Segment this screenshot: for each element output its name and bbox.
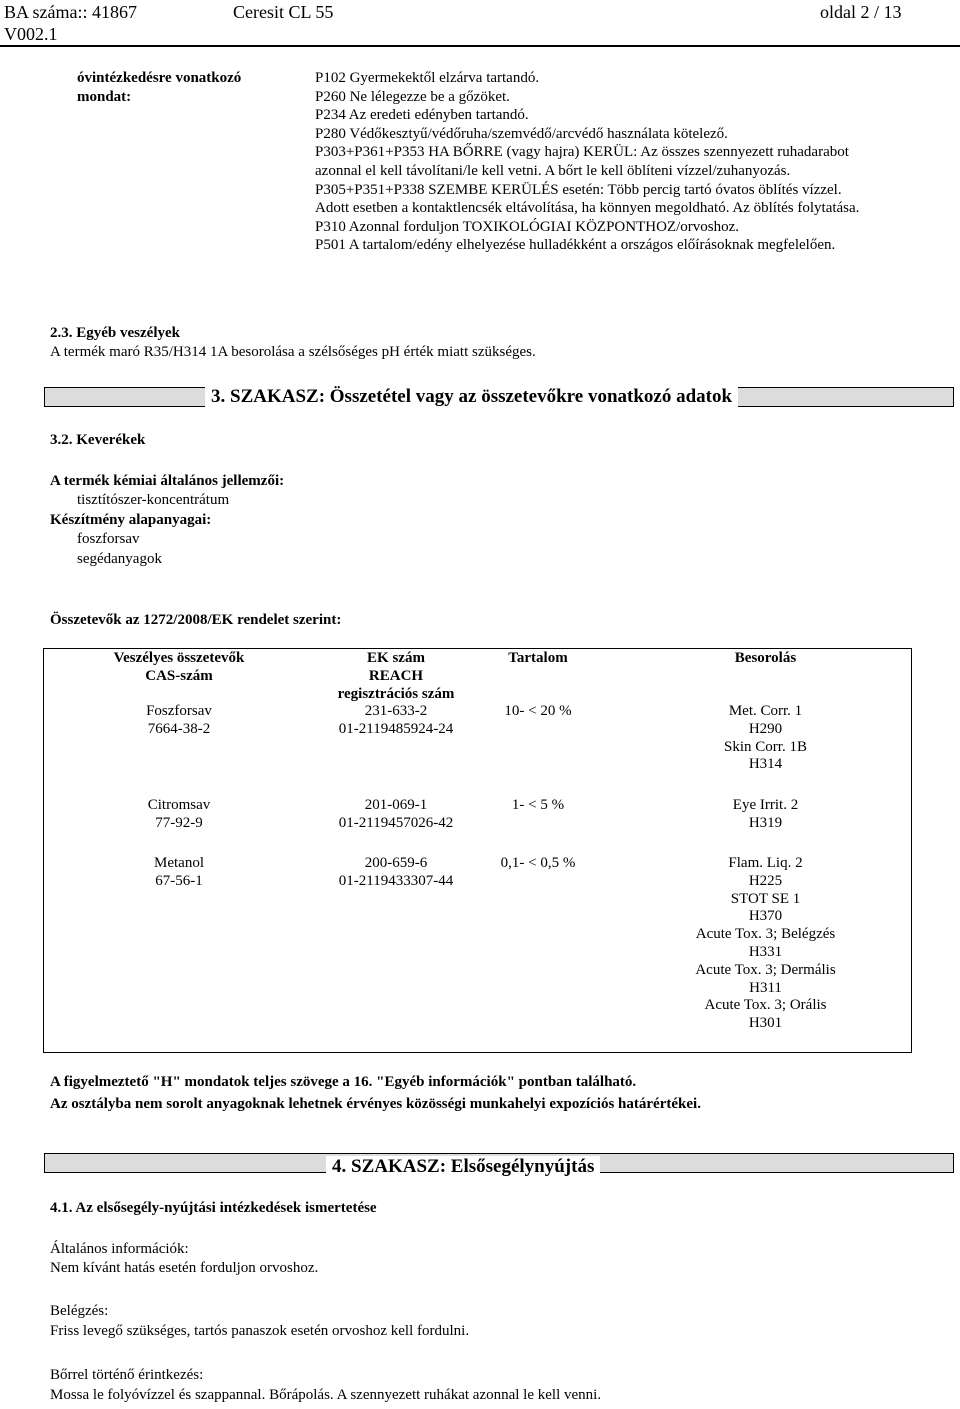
component-name: Citromsav bbox=[147, 797, 211, 813]
classification-line: Met. Corr. 1 bbox=[728, 703, 803, 719]
classification-line: H301 bbox=[748, 1015, 783, 1032]
classification-line: Acute Tox. 3; Orális bbox=[704, 997, 827, 1014]
first-aid-subheading: 4.1. Az elsősegély-nyújtási intézkedések ismertetése bbox=[50, 1200, 377, 1216]
classification-line: Flam. Liq. 2 bbox=[728, 855, 803, 871]
reach-number: 01-2119485924-24 bbox=[338, 720, 454, 737]
classification-line: H314 bbox=[748, 756, 783, 773]
table-header-text: Veszélyes összetevők bbox=[113, 650, 245, 666]
classification-line: H311 bbox=[749, 979, 782, 996]
other-hazards-heading: 2.3. Egyéb veszélyek bbox=[50, 325, 180, 341]
ek-number: 201-069-1 bbox=[364, 797, 428, 813]
table-cell-ek bbox=[306, 855, 486, 891]
skin-contact-label: Bőrrel történő érintkezés: bbox=[50, 1367, 204, 1383]
ek-number: 231-633-2 bbox=[364, 703, 428, 719]
precaution-label: óvintézkedésre vonatkozó mondat: bbox=[77, 70, 242, 105]
table-cell-component bbox=[94, 855, 264, 891]
inhalation-text: Friss levegő szükséges, tartós panaszok esetén orvoshoz kell fordulni. bbox=[50, 1323, 470, 1339]
exposure-limits-note: Az osztályba nem sorolt anyagoknak lehetnek érvényes közösségi munkahelyi expozíciós határértékei. bbox=[50, 1096, 701, 1112]
table-header-component bbox=[94, 650, 264, 686]
reach-number: 01-2119457026-42 bbox=[338, 814, 454, 831]
classification-line: H225 bbox=[748, 872, 783, 889]
precaution-line: P305+P351+P338 SZEMBE KERÜLÉS esetén: Több percig tartó óvatos öblítés vízzel. bbox=[315, 181, 842, 198]
precaution-line: P303+P361+P353 HA BŐRRE (vagy hajra) KERÜL: Az összes szennyezett ruhadarabot bbox=[315, 144, 849, 161]
ek-number: 200-659-6 bbox=[364, 855, 428, 871]
table-header-text: EK szám bbox=[367, 650, 425, 666]
precaution-line: P260 Ne lélegezze be a gőzöket. bbox=[315, 88, 510, 105]
table-header-text: Besorolás bbox=[734, 650, 797, 666]
table-cell-ek bbox=[306, 797, 486, 833]
table-cell-content: 10- < 20 % bbox=[504, 703, 572, 719]
chemical-characterization-value: tisztítószer-koncentrátum bbox=[77, 492, 230, 508]
precaution-line: P310 Azonnal forduljon TOXIKOLÓGIAI KÖZPONTHOZ/orvoshoz. bbox=[315, 218, 739, 235]
regulation-heading: Összetevők az 1272/2008/EK rendelet szerint: bbox=[50, 612, 342, 628]
header-divider bbox=[0, 45, 960, 47]
table-cell-content: 1- < 5 % bbox=[511, 797, 565, 813]
section-4-title: 4. SZAKASZ: Elsősegélynyújtás bbox=[326, 1156, 600, 1178]
inhalation-label: Belégzés: bbox=[50, 1303, 109, 1319]
table-cell-classification bbox=[663, 703, 868, 774]
precaution-statements bbox=[315, 69, 859, 255]
precaution-line: P234 Az eredeti edényben tartandó. bbox=[315, 107, 529, 124]
cas-number: 67-56-1 bbox=[155, 872, 203, 889]
classification-line: Eye Irrit. 2 bbox=[732, 797, 799, 813]
mixtures-heading: 3.2. Keverékek bbox=[50, 432, 146, 448]
classification-line: STOT SE 1 bbox=[730, 890, 801, 907]
cas-number: 7664-38-2 bbox=[147, 720, 211, 737]
table-header-text: CAS-szám bbox=[145, 667, 213, 684]
table-cell-classification bbox=[663, 797, 868, 833]
table-header-ek bbox=[306, 650, 486, 703]
classification-line: Acute Tox. 3; Belégzés bbox=[695, 926, 836, 943]
component-name: Foszforsav bbox=[146, 703, 212, 719]
cas-number: 77-92-9 bbox=[155, 814, 203, 831]
precaution-line: P501 A tartalom/edény elhelyezése hulladékként a országos előírásoknak megfelelően. bbox=[315, 237, 836, 254]
classification-line: Skin Corr. 1B bbox=[724, 738, 807, 755]
table-header-text: Tartalom bbox=[508, 650, 568, 666]
raw-materials-label: Készítmény alapanyagai: bbox=[50, 512, 212, 528]
product-name: Ceresit CL 55 bbox=[233, 2, 334, 22]
precaution-line: P102 Gyermekektől elzárva tartandó. bbox=[315, 70, 540, 86]
table-cell-component bbox=[94, 703, 264, 739]
reach-number: 01-2119433307-44 bbox=[338, 872, 454, 889]
section-3-title: 3. SZAKASZ: Összetétel vagy az összetevőkre vonatkozó adatok bbox=[205, 386, 738, 408]
classification-line: H290 bbox=[748, 720, 783, 737]
precaution-line: azonnal el kell távolítani/le kell vetni. A bőrt le kell öblíteni vízzel/zuhanyozás. bbox=[315, 162, 791, 179]
classification-line: H370 bbox=[748, 908, 783, 925]
general-info-label: Általános információk: bbox=[50, 1241, 189, 1257]
component-name: Metanol bbox=[154, 855, 204, 871]
table-header-text: regisztrációs szám bbox=[337, 685, 455, 702]
classification-line: H319 bbox=[748, 814, 783, 831]
raw-material-item: foszforsav bbox=[77, 531, 140, 547]
table-cell-component bbox=[94, 797, 264, 833]
table-header-content bbox=[478, 650, 598, 668]
general-info-text: Nem kívánt hatás esetén forduljon orvoshoz. bbox=[50, 1260, 319, 1276]
classification-line: H331 bbox=[748, 943, 783, 960]
classification-line: Acute Tox. 3; Dermális bbox=[695, 961, 836, 978]
document-number: BA száma:: 41867 bbox=[4, 2, 137, 22]
precaution-line: P280 Védőkesztyű/védőruha/szemvédő/arcvédő használata kötelező. bbox=[315, 125, 728, 142]
table-cell-classification bbox=[663, 855, 868, 1033]
chemical-characterization-label: A termék kémiai általános jellemzői: bbox=[50, 473, 285, 489]
h-statements-note: A figyelmeztető "H" mondatok teljes szövege a 16. "Egyéb információk" pontban található. bbox=[50, 1074, 637, 1090]
precaution-line: Adott esetben a kontaktlencsék eltávolítása, ha könnyen megoldható. Az öblítés folytatása. bbox=[315, 200, 860, 217]
other-hazards-text: A termék maró R35/H314 1A besorolása a szélsőséges pH érték miatt szükséges. bbox=[50, 344, 536, 360]
table-cell-ek bbox=[306, 703, 486, 739]
table-header-classification bbox=[663, 650, 868, 668]
skin-contact-text: Mossa le folyóvízzel és szappannal. Bőrápolás. A szennyezett ruhákat azonnal le kell venni. bbox=[50, 1387, 602, 1403]
raw-material-item: segédanyagok bbox=[77, 551, 162, 567]
table-cell-content: 0,1- < 0,5 % bbox=[500, 855, 576, 871]
document-version: V002.1 bbox=[4, 24, 58, 44]
table-header-text: REACH bbox=[368, 667, 424, 684]
page-number: oldal 2 / 13 bbox=[820, 2, 902, 22]
